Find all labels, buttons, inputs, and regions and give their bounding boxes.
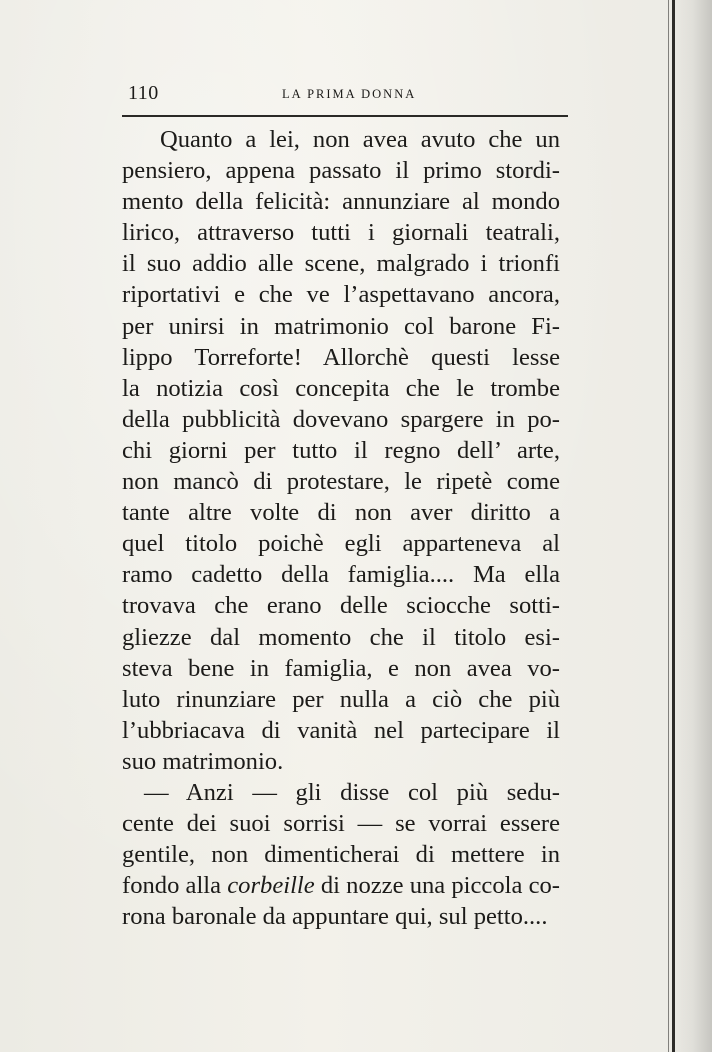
text-line: quel titolo poichè egli apparteneva al: [122, 530, 560, 558]
text-line: suo matrimonio.: [122, 747, 284, 775]
text-line: la notizia così concepita che le trombe: [122, 374, 560, 402]
text-line: pensiero, appena passato il primo stordi-: [122, 157, 560, 185]
running-title: LA PRIMA DONNA: [282, 87, 417, 101]
text-fragment: fondo alla: [122, 872, 228, 900]
text-line: il suo addio alle scene, malgrado i trionfi: [122, 250, 560, 278]
text-line: steva bene in famiglia, e non avea vo-: [122, 654, 560, 682]
body-text: [122, 124, 560, 932]
text-line: lippo Torreforte! Allorchè questi lesse: [122, 343, 560, 371]
page-edge-line: [672, 0, 675, 1052]
italic-word: corbeille: [227, 872, 315, 900]
text-fragment: di nozze una piccola co-: [314, 872, 560, 900]
text-line: luto rinunziare per nulla a ciò che più: [122, 685, 560, 713]
text-line: l’ubbriacava di vanità nel partecipare il: [122, 716, 560, 744]
text-line: ramo cadetto della famiglia.... Ma ella: [122, 561, 560, 589]
text-line: gentile, non dimenticherai di mettere in: [122, 841, 560, 869]
text-line: non mancò di protestare, le ripetè come: [122, 468, 560, 496]
text-line: chi giorni per tutto il regno dell’ arte,: [122, 436, 560, 464]
text-line: per unirsi in matrimonio col barone Fi-: [122, 312, 560, 340]
text-line: della pubblicità dovevano spargere in po-: [122, 405, 560, 433]
text-line: Quanto a lei, non avea avuto che un: [160, 126, 560, 153]
text-line: rona baronale da appuntare qui, sul petto....: [122, 903, 548, 931]
page-number: 110: [128, 82, 159, 104]
text-line-with-italic: [122, 870, 560, 901]
text-line: — Anzi — gli disse col più sedu-: [144, 778, 560, 806]
header-rule: [122, 115, 568, 117]
text-line: cente dei suoi sorrisi — se vorrai essere: [122, 810, 560, 838]
text-line: lirico, attraverso tutti i giornali teatrali,: [122, 219, 560, 247]
text-line: mento della felicità: annunziare al mondo: [122, 188, 560, 216]
text-line: tante altre volte di non aver diritto a: [122, 499, 560, 527]
text-line: gliezze dal momento che il titolo esi-: [122, 623, 560, 651]
text-line: riportativi e che ve l’aspettavano ancora,: [122, 281, 560, 309]
running-header: [122, 82, 568, 108]
text-line: trovava che erano delle sciocche sotti-: [122, 592, 560, 620]
page-edge-line-thin: [668, 0, 669, 1052]
